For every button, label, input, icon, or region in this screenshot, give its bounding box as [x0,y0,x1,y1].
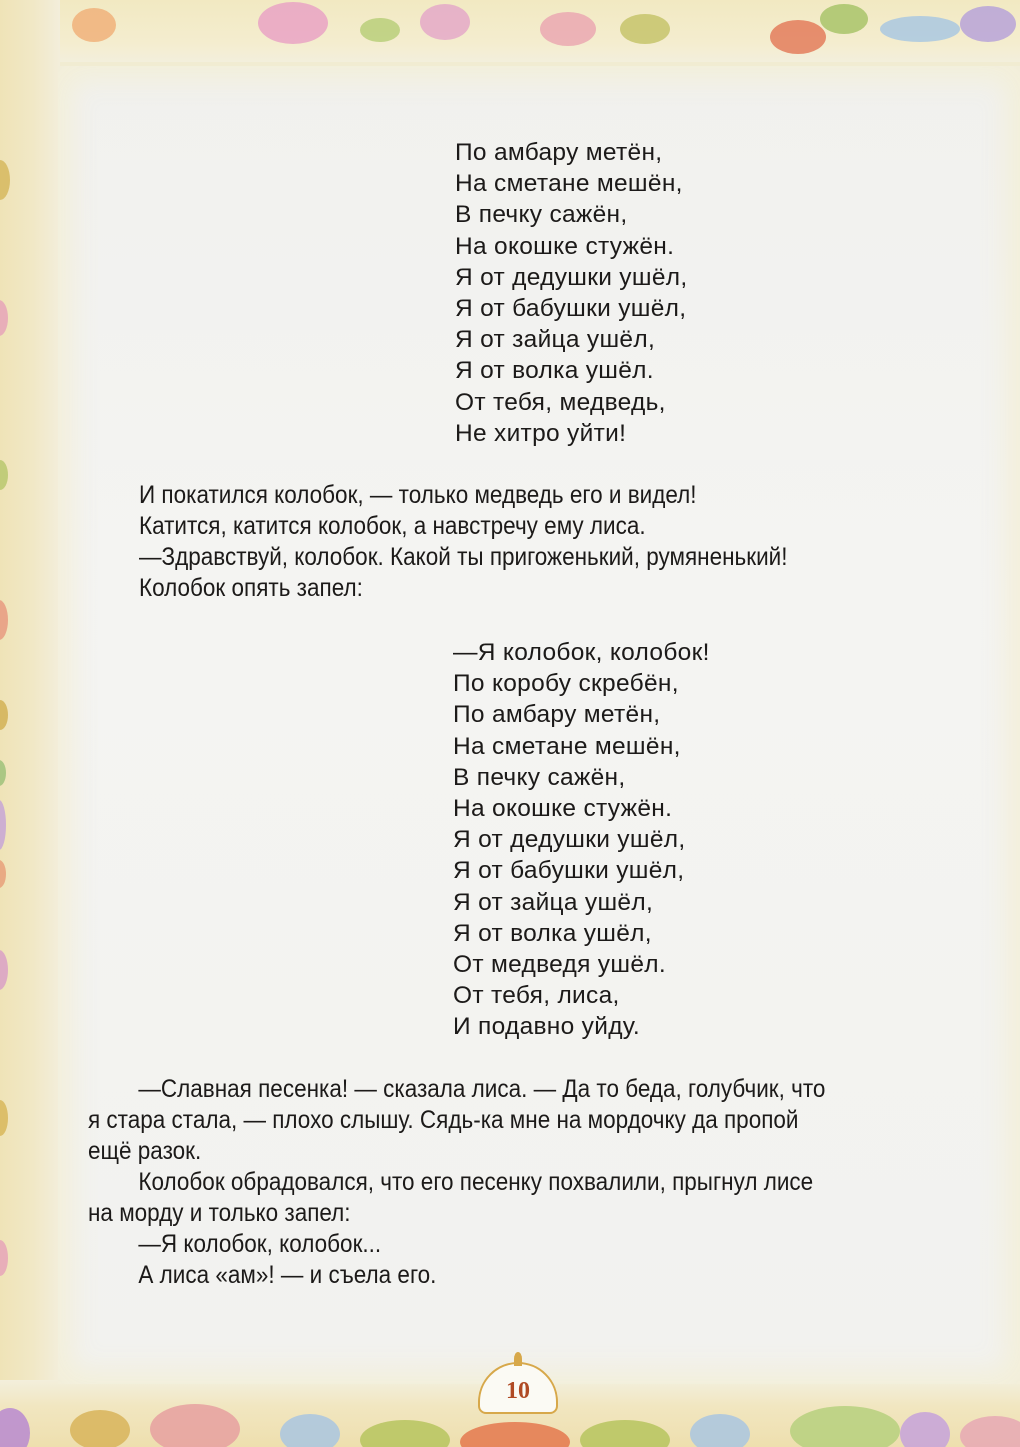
prose-line: я стара стала, — плохо слышу. Сядь-ка мне на мордочку да пропой [88,1106,799,1134]
flower-ornament-icon [0,600,8,640]
verse-line: На окошке стужён. [455,232,675,260]
verse-line: Я от зайца ушёл, [455,326,656,354]
leaf-ornament-icon [360,18,400,42]
page-number: 10 [506,1377,530,1404]
scroll-ornament-icon [880,16,960,42]
verse-line: От тебя, лиса, [453,982,620,1010]
verse-line: От тебя, медведь, [455,388,666,416]
verse-line: По коробу скребён, [453,670,679,698]
prose-line: —Я колобок, колобок... [138,1230,382,1258]
verse-line: Не хитро уйти! [455,419,627,447]
scroll-ornament-icon [960,6,1016,42]
flower-ornament-icon [900,1412,950,1447]
floral-border-top [0,0,1020,62]
prose-line: А лиса «ам»! — и съела его. [138,1261,437,1289]
leaf-ornament-icon [360,1420,450,1447]
verse-line: Я от дедушки ушёл, [455,263,688,291]
floral-border-left [0,0,60,1447]
verse-line: На сметане мешён, [453,732,681,760]
prose-line: Катится, катится колобок, а навстречу ему лиса. [139,512,646,540]
verse-1 [455,137,687,449]
leaf-ornament-icon [0,760,6,786]
prose-line: на морду и только запел: [88,1199,351,1227]
verse-line: На окошке стужён. [453,795,673,823]
verse-line: По амбару метён, [455,139,663,166]
flower-ornament-icon [0,950,8,990]
scroll-ornament-icon [690,1414,750,1447]
leaf-ornament-icon [580,1420,670,1447]
verse-line: Я от волка ушёл, [453,919,652,947]
leaf-ornament-icon [0,1100,8,1136]
verse-2 [453,637,710,1043]
verse-line: На сметане мешён, [455,170,683,198]
flower-ornament-icon [0,1408,30,1447]
verse-line: Я от зайца ушёл, [453,888,654,916]
flower-ornament-icon [0,300,8,336]
flower-ornament-icon [420,4,470,40]
fish-ornament-icon [790,1406,900,1447]
prose-line: Колобок обрадовался, что его песенку похвалили, прыгнул лисе [138,1168,814,1196]
verse-line: От медведя ушёл. [453,951,666,979]
verse-line: По амбару метён, [453,701,661,729]
verse-line: И подавно уйду. [453,1013,641,1041]
leaf-ornament-icon [0,460,8,490]
flower-ornament-icon [150,1404,240,1447]
flower-ornament-icon [258,2,328,44]
flower-ornament-icon [460,1422,570,1447]
prose-paragraph-1 [139,480,787,604]
flower-ornament-icon [540,12,596,46]
scroll-ornament-icon [280,1414,340,1447]
leaf-ornament-icon [620,14,670,44]
flower-ornament-icon [72,8,116,42]
leaf-ornament-icon [0,700,8,730]
leaf-ornament-icon [820,4,868,34]
verse-line: Я от дедушки ушёл, [453,826,686,854]
prose-line: ещё разок. [88,1137,202,1165]
leaf-ornament-icon [0,160,10,200]
verse-line: Я от волка ушёл. [455,357,654,385]
prose-line: —Славная песенка! — сказала лиса. — Да то беда, голубчик, что [138,1075,826,1103]
verse-line: Я от бабушки ушёл, [455,295,687,323]
leaf-ornament-icon [70,1410,130,1447]
flower-ornament-icon [0,1240,8,1276]
verse-line: —Я колобок, колобок! [453,639,710,666]
verse-line: В печку сажён, [453,763,626,791]
scroll-ornament-icon [960,1416,1020,1447]
prose-line: Колобок опять запел: [139,574,363,602]
prose-line: И покатился колобок, — только медведь его и видел! [139,481,697,509]
prose-line: —Здравствуй, колобок. Какой ты пригоженький, румяненький! [139,543,788,571]
verse-line: Я от бабушки ушёл, [453,857,685,885]
prose-paragraph-2 [88,1074,825,1291]
flower-ornament-icon [770,20,826,54]
verse-line: В печку сажён, [455,201,628,229]
flower-ornament-icon [0,860,6,888]
scroll-ornament-icon [0,800,6,850]
